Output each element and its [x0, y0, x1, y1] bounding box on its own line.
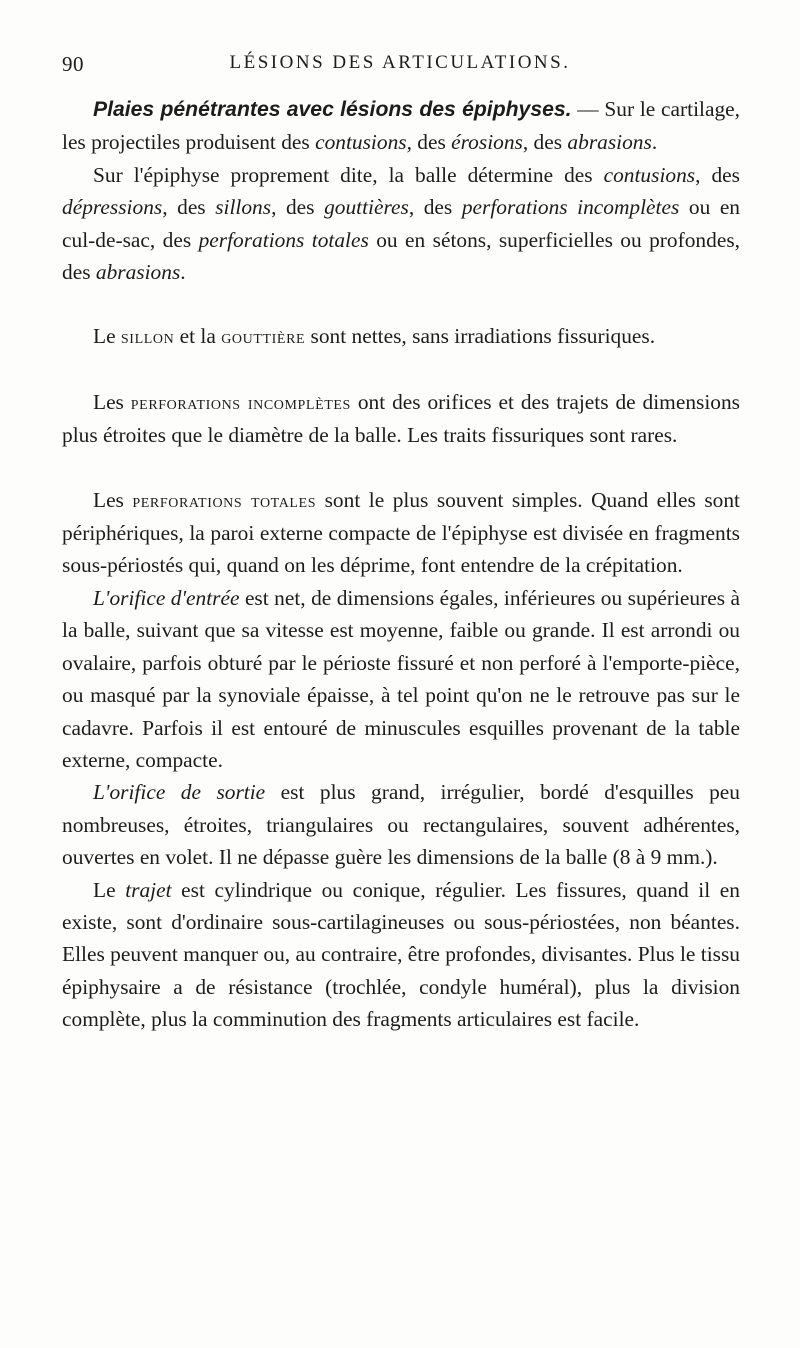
italic-term: abrasions — [567, 130, 652, 155]
small-caps-term: perforations totales — [132, 489, 317, 512]
text-run: , des — [406, 130, 452, 155]
text-run: Sur l'épiphyse proprement dite, la balle détermine des — [93, 162, 604, 187]
paragraph-5 — [62, 484, 740, 582]
italic-term: contusions — [603, 162, 696, 187]
italic-term: gouttières — [324, 195, 409, 220]
text-run: . — [651, 130, 658, 155]
italic-term: L'orifice de sortie — [93, 780, 266, 805]
paragraph-1 — [62, 93, 740, 159]
section-heading: Plaies pénétrantes avec lésions des épiphyses. — [93, 98, 572, 121]
text-run: . — [180, 260, 186, 285]
small-caps-term: perforations incomplètes — [130, 391, 351, 414]
text-run: Le — [93, 877, 126, 902]
text-run: , des — [522, 130, 568, 155]
body-text — [62, 93, 740, 1036]
paragraph-4 — [62, 386, 740, 452]
italic-term: abrasions — [95, 260, 181, 285]
italic-term: sillons — [215, 195, 272, 220]
text-run: , des — [162, 195, 216, 220]
text-run: est plus grand, irrégulier, bordé d'esquilles peu nombreuses, étroites, triangulaires ou rectangulaires, souvent adhérentes, ouvertes en volet. Il ne dépasse guère les dimensions de la balle (8 à 9 mm.). — [62, 780, 741, 870]
paragraph-3 — [62, 320, 740, 353]
text-run: est cylindrique ou conique, régulier. Les fissures, quand il en existe, sont d'ordinaire sous-cartilagineuses ou sous-périostées, non béantes. Elles peuvent manquer ou, au contraire, être profondes, divisantes. Plus le tissu épiphysaire a de résistance (trochlée, condyle huméral), plus la division complète, plus la comminution des fragments articulaires est facile. — [62, 877, 740, 1032]
text-run: est net, de dimensions égales, inférieures ou supérieures à la balle, suivant que sa vitesse est moyenne, faible ou grande. Il est arrondi ou ovalaire, parfois obturé par le périoste fissuré et non perforé à l'emporte-pièce, ou masqué par la synoviale épaisse, à tel point qu'on ne le retrouve pas sur le cadavre. Parfois il est entouré de minuscules esquilles provenant de la table externe, compacte. — [62, 585, 741, 772]
italic-term: perforations totales — [198, 227, 369, 252]
text-run: , des — [695, 162, 740, 187]
text-run: ont des orifices et des trajets de dimensions plus étroites que le diamètre de la balle. Les traits fissuriques sont rares. — [62, 389, 740, 448]
text-run: sont le plus souvent simples. Quand elles sont périphériques, la paroi externe compacte de l'épiphyse est divisée en fragments sous-périostés qui, quand on les déprime, font entendre de la crépitation. — [62, 487, 740, 578]
italic-term: dépressions — [62, 195, 163, 220]
italic-term: perforations incomplètes — [461, 195, 680, 220]
text-run: , des — [408, 195, 462, 220]
page-number: 90 — [62, 52, 84, 76]
italic-term: érosions — [451, 130, 523, 155]
small-caps-term: sillon — [120, 326, 175, 349]
paragraph-7 — [62, 776, 740, 873]
text-run: sont nettes, sans irradiations fissuriques. — [305, 324, 656, 349]
small-caps-term: gouttière — [221, 326, 306, 349]
text-run: Les — [93, 389, 131, 414]
italic-term: L'orifice d'entrée — [93, 585, 240, 610]
paragraph-2 — [62, 159, 740, 289]
text-run: ou en cul-de-sac, des — [62, 195, 741, 252]
paragraph-6 — [62, 582, 740, 776]
text-run: ou en sétons, superficielles ou profondes, des — [62, 227, 740, 285]
text-run: et la — [174, 324, 222, 349]
text-run: Le — [93, 324, 121, 349]
italic-term: trajet — [125, 877, 172, 902]
text-run: Les — [93, 487, 133, 512]
text-run: , des — [271, 195, 325, 220]
page-header — [62, 52, 738, 82]
paragraph-8 — [62, 874, 740, 1036]
italic-term: contusions — [315, 130, 407, 155]
running-title: LÉSIONS DES ARTICULATIONS. — [229, 52, 571, 73]
text-run: — Sur le cartilage, les projectiles produisent des — [62, 97, 741, 155]
